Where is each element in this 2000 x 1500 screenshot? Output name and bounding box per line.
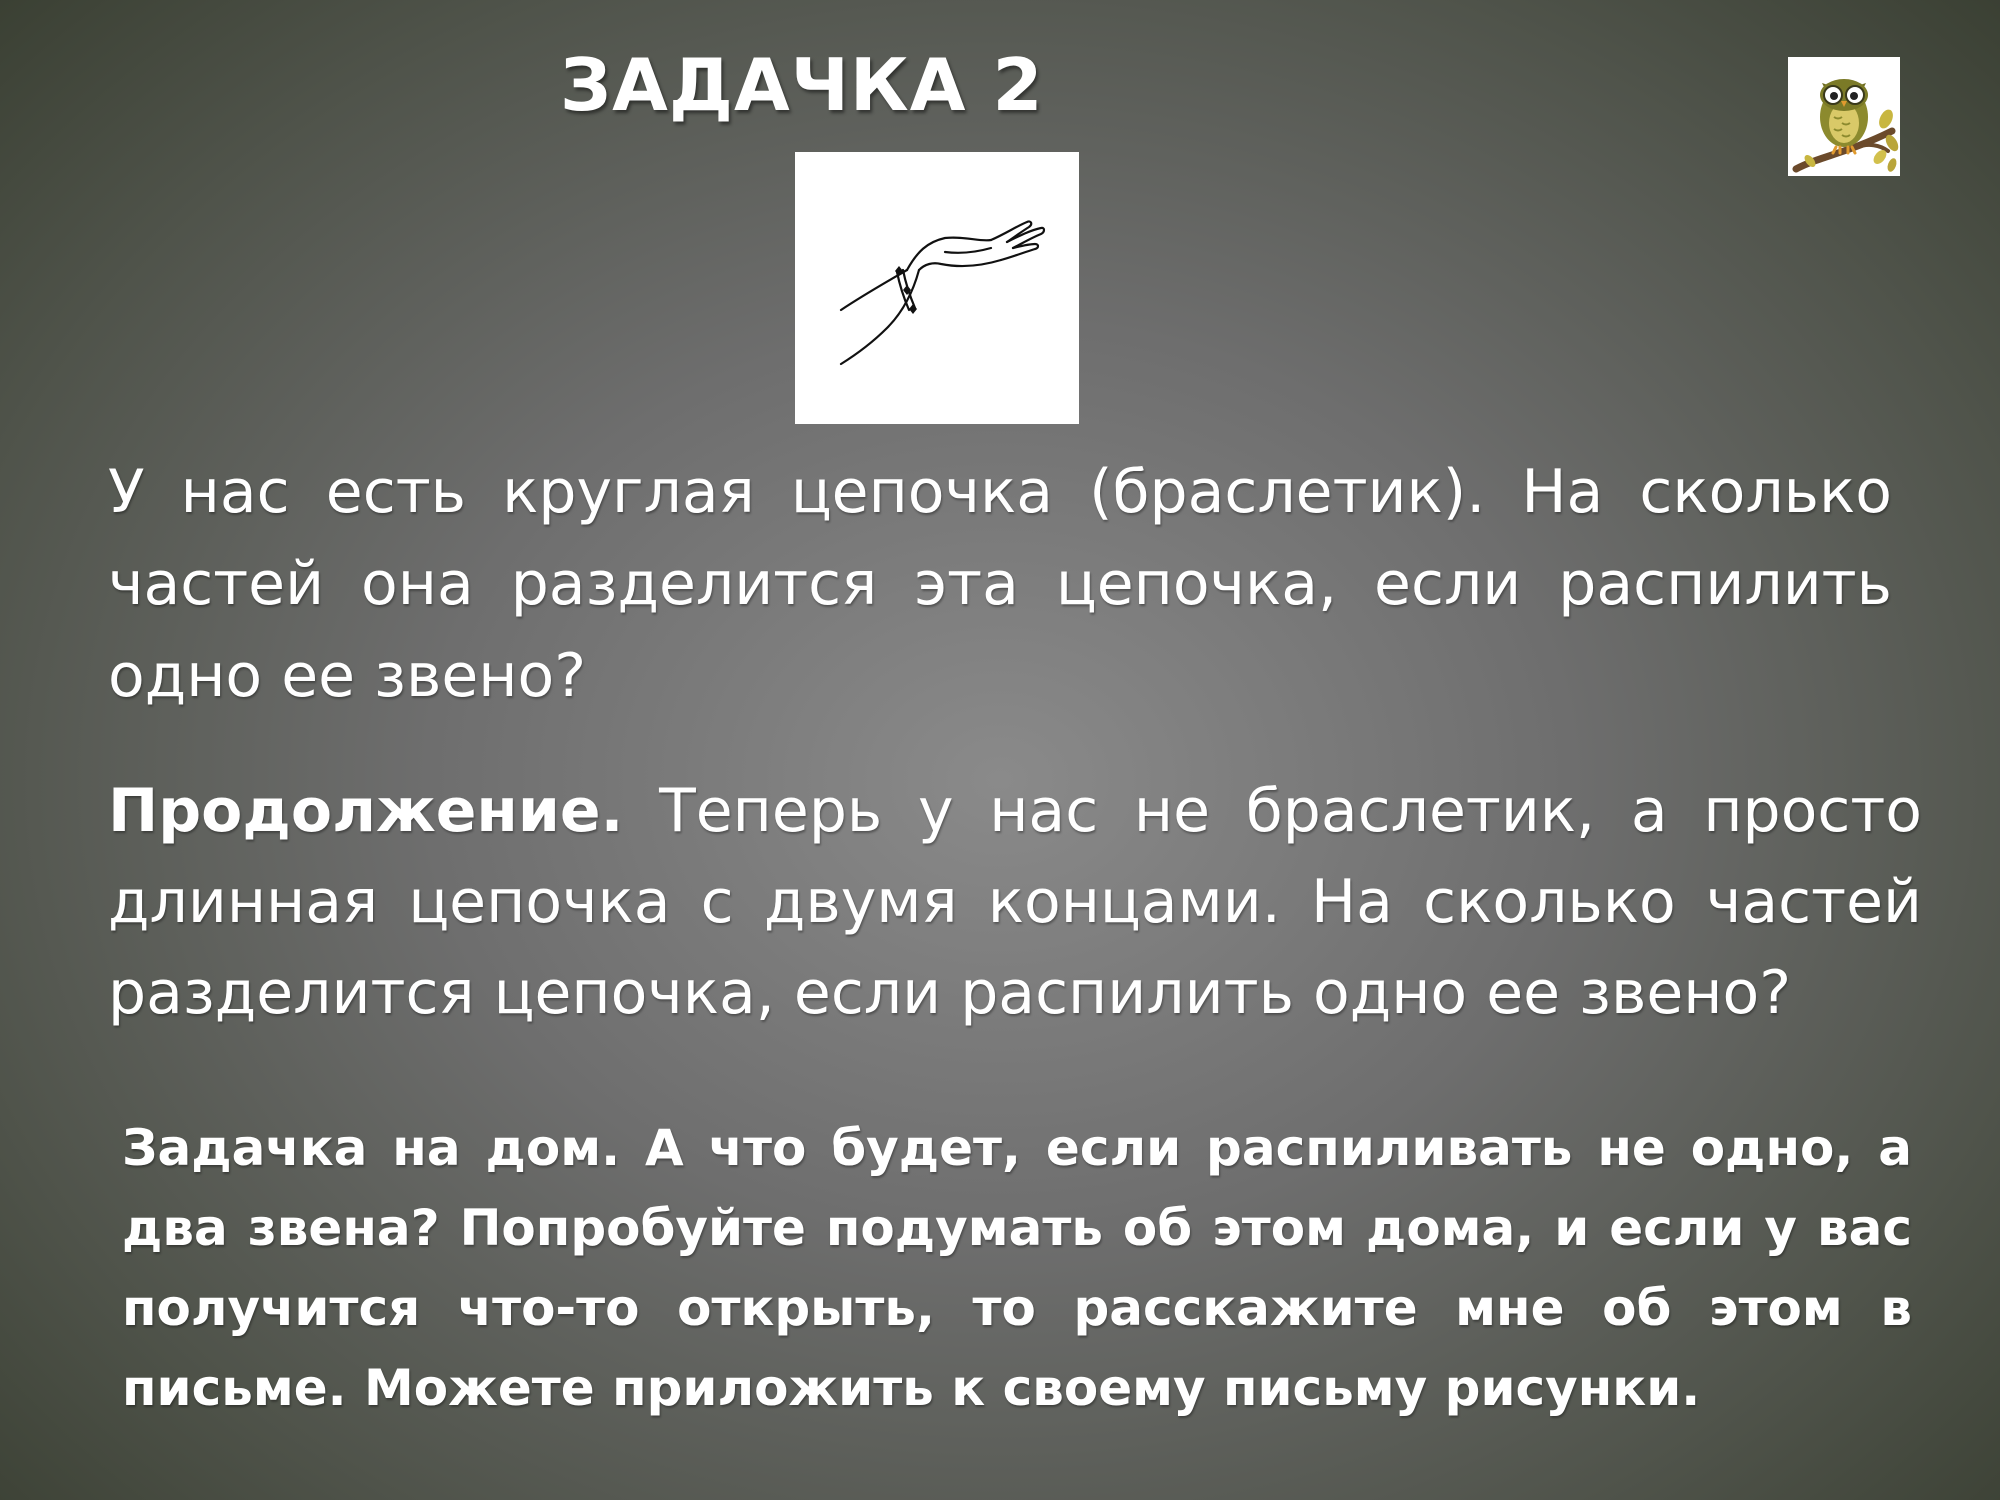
slide-title: ЗАДАЧКА 2 <box>560 43 1044 127</box>
continuation-body: Теперь у нас не браслетик, а просто длинная цепочка с двумя концами. На сколько частей разделится цепочка, если распилить одно ее звено? <box>108 776 1922 1028</box>
homework-text: Задачка на дом. А что будет, если распиливать не одно, а два звена? Попробуйте подумать об этом дома, и если у вас получится что-то открыть, то расскажите мне об этом в письме. Можете приложить к своему письму рисунки. <box>122 1119 1912 1417</box>
problem-text: У нас есть круглая цепочка (браслетик). На сколько частей она разделится эта цепочка, если распилить одно ее звено? <box>108 457 1892 711</box>
owl-logo-icon <box>1788 57 1900 176</box>
hand-bracelet-image <box>795 152 1079 424</box>
continuation-text <box>108 766 1922 1039</box>
continuation-lead: Продолжение. <box>108 776 624 846</box>
